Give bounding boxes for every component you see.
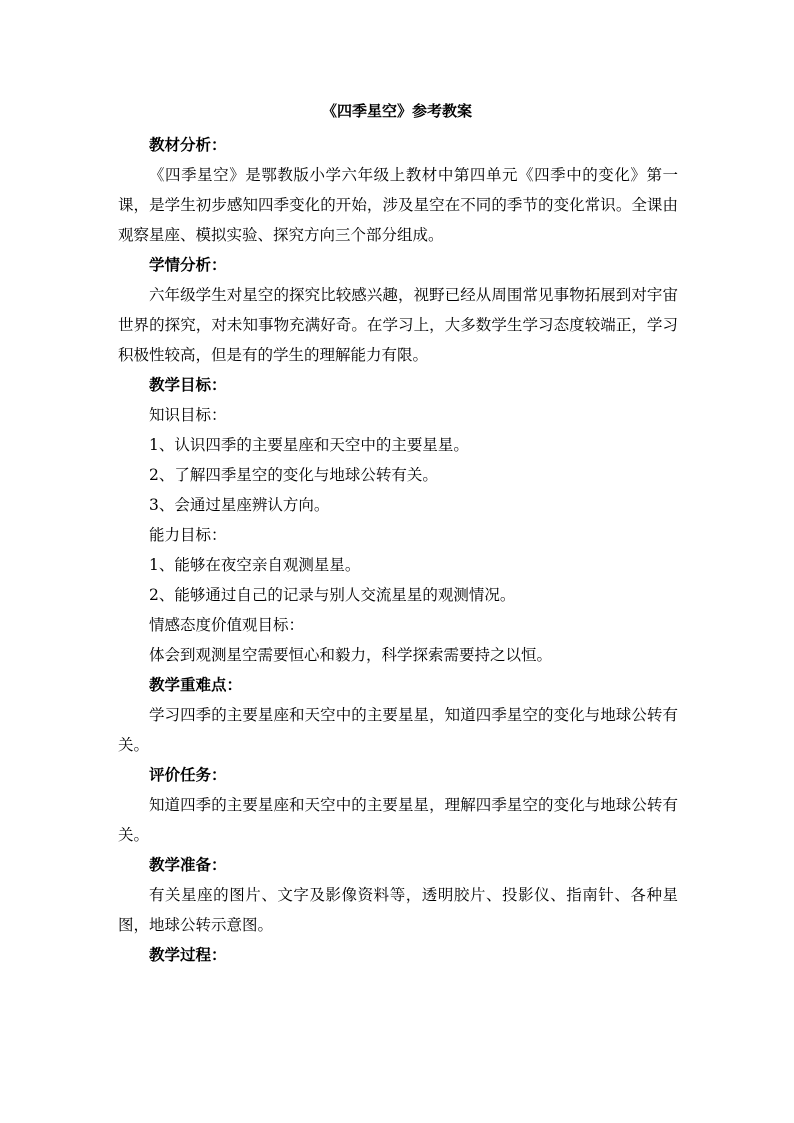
paragraph-key-points: 学习四季的主要星座和天空中的主要星星，知道四季星空的变化与地球公转有关。 [118, 706, 678, 754]
knowledge-goal-item: 2、了解四季星空的变化与地球公转有关。 [149, 466, 438, 484]
heading-teaching-process: 教学过程： [149, 945, 227, 964]
heading-material-analysis: 教材分析： [149, 135, 227, 154]
ability-goal-item: 2、能够通过自己的记录与别人交流星星的观测情况。 [149, 586, 516, 604]
ability-goals-label: 能力目标： [149, 526, 227, 544]
document-body [118, 130, 678, 970]
paragraph-learner-analysis: 六年级学生对星空的探究比较感兴趣，视野已经从周围常见事物拓展到对宇宙世界的探究，对未知事物充满好奇。在学习上，大多数学生学习态度较端正，学习积极性较高，但是有的学生的理解能力有限。 [118, 286, 678, 364]
ability-goal-item: 1、能够在夜空亲自观测星星。 [149, 556, 361, 574]
heading-learner-analysis: 学情分析： [149, 255, 227, 274]
paragraph-teaching-preparation: 有关星座的图片、文字及影像资料等，透明胶片、投影仪、指南针、各种星图，地球公转示意图。 [118, 886, 678, 934]
heading-teaching-preparation: 教学准备： [149, 855, 227, 874]
knowledge-goal-item: 3、会通过星座辨认方向。 [149, 496, 330, 514]
paragraph-material-analysis: 《四季星空》是鄂教版小学六年级上教材中第四单元《四季中的变化》第一课，是学生初步感知四季变化的开始，涉及星空在不同的季节的变化常识。全课由观察星座、模拟实验、探究方向三个部分组成。 [118, 166, 678, 244]
paragraph-evaluation-tasks: 知道四季的主要星座和天空中的主要星星，理解四季星空的变化与地球公转有关。 [118, 796, 678, 844]
emotion-goals-label: 情感态度价值观目标： [149, 616, 305, 634]
emotion-goal-text: 体会到观测星空需要恒心和毅力，科学探索需要持之以恒。 [149, 646, 553, 664]
heading-key-points: 教学重难点： [149, 675, 243, 694]
knowledge-goal-item: 1、认识四季的主要星座和天空中的主要星星。 [149, 436, 469, 454]
heading-evaluation-tasks: 评价任务： [149, 765, 227, 784]
knowledge-goals-label: 知识目标： [149, 406, 227, 424]
heading-teaching-goals: 教学目标： [149, 375, 227, 394]
document-title: 《四季星空》参考教案 [321, 102, 472, 120]
